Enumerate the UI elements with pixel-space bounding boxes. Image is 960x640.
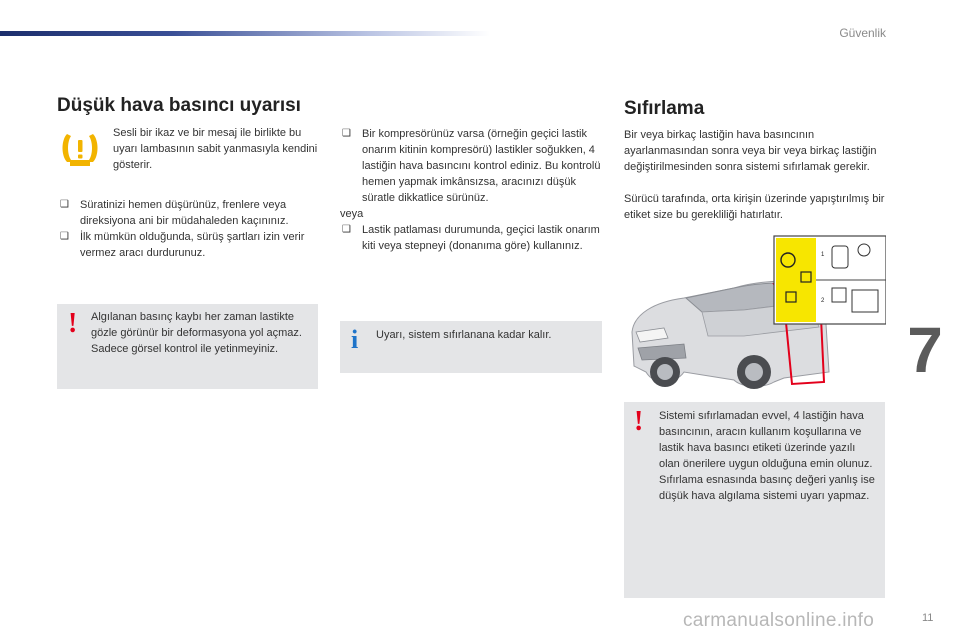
exclamation-icon: ! [68, 308, 78, 339]
page-number: 11 [922, 612, 934, 624]
right-para1: Bir veya birkaç lastiğin hava basıncının ayarlanmasından sonra veya bir veya birkaç lastiğin değiştirilmesinden sonra sistemi sıfırlamak gerekir. [624, 129, 877, 173]
middle-info-text: Uyarı, sistem sıfırlanana kadar kalır. [376, 329, 552, 341]
or-separator: veya [340, 208, 364, 220]
square-bullet-icon: ❑ [60, 199, 69, 210]
right-para2: Sürücü tarafında, orta kirişin üzerinde yapıştırılmış bir etiket size bu gerekliliği hatırlatır. [624, 193, 885, 221]
left-intro: Sesli bir ikaz ve bir mesaj ile birlikte bu uyarı lambasının sabit yanmasıyla kendini gösterir. [113, 127, 318, 171]
header-accent-bar [0, 31, 490, 36]
right-title: Sıfırlama [624, 98, 705, 119]
car-label-illustration [624, 232, 886, 396]
tpms-warning-lamp-icon [58, 130, 102, 170]
right-warning-text: Sistemi sıfırlamadan evvel, 4 lastiğin hava basıncının, aracın kullanım koşullarına ve lastik hava basıncı etiketi üzerinde yazılı olan önerilere uygun olduğuna emin olunuz. Sıfırlama esnasında basınç değeri yanlış ise düşük hava algılama sistemi uyarı yapmaz. [659, 410, 875, 502]
left-warning-box [57, 304, 318, 389]
middle-info-box [340, 321, 602, 373]
exclamation-icon: ! [634, 406, 644, 437]
label-number-2: 2 [821, 298, 825, 304]
list-item: ❑ Lastik patlaması durumunda, geçici lastik onarım kiti veya stepneyi (donanıma göre) kullanınız. [342, 224, 600, 252]
left-bullets [58, 197, 320, 261]
list-item: ❑ Bir kompresörünüz varsa (örneğin geçici lastik onarım kitinin kompresörü) lastikler soğukken, 4 lastiğin hava basıncını kontrol ediniz. Bu kontrolü hemen yapmak imkânsızsa, aracınızı düşük süratle dikkatlice sürünüz. [342, 128, 601, 204]
square-bullet-icon: ❑ [60, 231, 69, 242]
middle-content [340, 126, 602, 254]
watermark[interactable]: carmanualsonline.info [683, 610, 875, 631]
list-item: ❑ Süratinizi hemen düşürünüz, frenlere veya direksiyona ani bir müdahaleden kaçınınız. [60, 199, 289, 227]
chapter-number: 7 [907, 314, 943, 386]
section-title: Güvenlik [839, 26, 886, 40]
left-title: Düşük hava basıncı uyarısı [57, 95, 301, 116]
square-bullet-icon: ❑ [342, 128, 351, 139]
left-warning-text: Algılanan basınç kaybı her zaman lastikte gözle görünür bir deformasyona yol açmaz. Sadece görsel kontrol ile yetinmeyiniz. [91, 311, 302, 355]
square-bullet-icon: ❑ [342, 224, 351, 235]
list-item: ❑ İlk mümkün olduğunda, sürüş şartları izin verir vermez aracı durdurunuz. [60, 231, 305, 259]
right-warning-box [624, 402, 885, 598]
label-number-1: 1 [821, 252, 825, 258]
info-icon: i [351, 325, 359, 354]
